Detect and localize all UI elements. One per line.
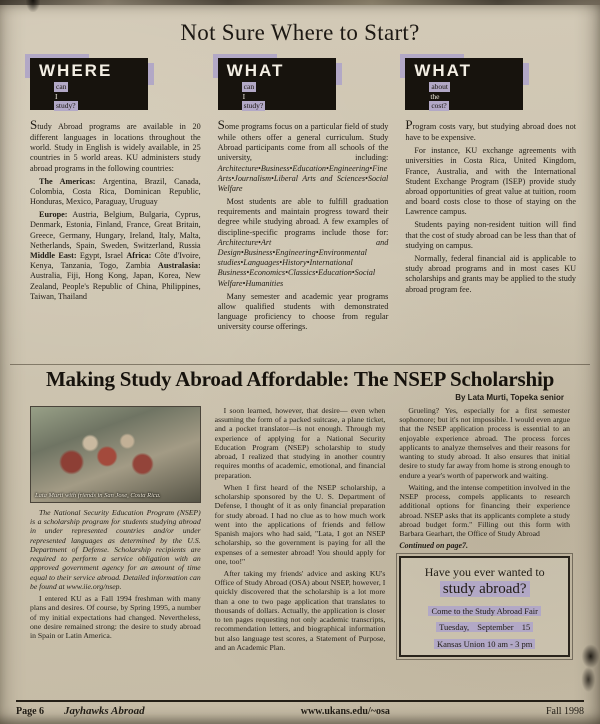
where-paragraph-1: Study Abroad programs are available in 20 different languages in locations throughout the world. Study in English is widely available, in 25 countries in 5 world areas. KU administers study abroad programs in the following countries:: [30, 117, 201, 173]
ad-line-5: Kansas Union 10 am - 3 pm: [406, 639, 563, 649]
what-sub-can: can: [243, 82, 255, 91]
where-word: WHERE: [39, 61, 113, 80]
cost-sub-cost: cost?: [431, 101, 447, 110]
what-word: WHAT: [414, 61, 473, 80]
footer-page-number: Page 6: [16, 706, 45, 717]
ad-line-2: study abroad?: [406, 580, 563, 598]
feature-article: [10, 364, 590, 657]
ad-line-1: Have you ever wanted to: [424, 564, 545, 579]
where-sub-i: I: [55, 91, 58, 101]
what-word: WHAT: [226, 61, 285, 80]
article-columns: [30, 406, 570, 657]
cost-body: [405, 117, 576, 295]
photo-caption: Lata Murti with friends in San Jose, Costa Rica.: [35, 492, 161, 500]
footer-issue: Fall 1998: [545, 706, 584, 717]
continued-notice: Continued on page7.: [399, 541, 469, 551]
torn-paper-edge: [0, 0, 600, 5]
what-study-paragraph-2: Most students are able to fulfill graduation requirements and maintain progress toward their degree while studying abroad. A few examples of discipline-specific programs include those for: Architecture•Art and Design•Business•Engineering•Environmental studies•Languages•History•International Business•Economics•Classics•Education•Social Welfare•Humanities: [217, 197, 389, 288]
ink-smudge: [571, 640, 599, 698]
where-paragraph-americas: The Americas: Argentina, Brazil, Canada, Colombia, Costa Rica, Dominican Republic, Honduras, Mexico, Paraguay, Uruguay: [30, 176, 201, 207]
where-sub-study: study?: [56, 101, 76, 110]
article-right-paragraph-1: Grueling? Yes, especially for a first semester sophomore; but it's not impossible. I would even argue that the NSEP application process is essential to an enjoyable experience abroad. The process forces applicants to analyze themselves and their reasons for wanting to study abroad. It also ensures that initial desire to study far away from home is strong enough to endure a year's worth of paperwork and waiting.: [399, 406, 571, 480]
cost-paragraph-2: For instance, KU exchange agreements with universities in Costa Rica, United Kingdom, France, Australia, and with the International Student Exchange Program (ISEP) provide study abroad opportunities of great value at tuition, room and board costs close to those of staying on the Lawrence campus.: [405, 146, 577, 217]
section-title: Not Sure Where to Start?: [180, 20, 420, 45]
article-col-right: [399, 406, 570, 657]
cost-paragraph-1: Program costs vary, but studying abroad does not have to be expensive.: [405, 117, 577, 143]
where-subwords: [54, 82, 148, 111]
what-study-paragraph-1: Some programs focus on a particular field of study while others offer a general curriculum. Study Abroad participants come from all schools of the university, including: Architecture•Business•Education•Engineering•Fine Arts•Journalism•Liberal Arts and Sciences•Social Welfare: [217, 117, 389, 193]
cost-paragraph-4: Normally, federal financial aid is applicable to study abroad programs and in most cases KU scholarships and grants may be applied to the study abroad program fee.: [405, 254, 577, 294]
article-photo: [30, 406, 201, 503]
article-middle-paragraph-2: When I first heard of the NSEP scholarship, a scholarship sponsored by the U. S. Department of Defense, I thought of it as only financial preparation for study abroad. I had no clue as to how much work went into the applications of friends and fellow Spanish majors who had said, "Lata, I got an NSEP scholarship, so the government is paying for all the expenses of a semester abroad! You should apply for one, too!": [214, 482, 386, 566]
cost-subwords: [429, 82, 523, 111]
what-study-paragraph-3: Many semester and academic year programs allow qualified students with demonstrated language proficiency to choose from regular university course offerings.: [217, 291, 389, 332]
page-footer: [16, 700, 584, 717]
footer-url: www.ukans.edu/~osa: [300, 706, 390, 717]
what-study-body: [218, 117, 389, 332]
nsep-intro-note: [30, 508, 201, 591]
cost-header-box: [405, 58, 523, 110]
article-byline: By Lata Murti, Topeka senior: [455, 393, 564, 402]
article-middle-paragraph-1: I soon learned, however, that desire— even when assuming the form of a packed suitcase, a plane ticket, and a pocket translator—is not enough. Through my experience of applying for a National Security Education Program (NSEP) scholarship to study abroad, I realized that studying in another country requires months of academic, emotional, and financial preparation.: [214, 406, 386, 480]
ad-line-4: Tuesday, September 15: [406, 622, 563, 632]
what-study-subwords: [242, 82, 336, 111]
column-where: [30, 58, 201, 335]
study-abroad-fair-ad: [399, 556, 570, 657]
where-body: [30, 117, 201, 302]
ad-line-3: Come to the Study Abroad Fair: [406, 606, 563, 616]
column-cost: [405, 58, 576, 335]
article-middle-paragraph-3: After taking my friends' advice and asking KU's Office of Study Abroad (OSA) about NSEP, however, I quickly discovered that the scholarship is a lot more than a one to two page application that translates to thousands of dollars. Actually, the application is closer to ten pages requesting not only academic transcripts, recommendation letters, and biographical information but also language test scores, a Statement of Purpose, and an Academic Plan.: [214, 568, 386, 652]
what-study-header-box: [218, 58, 336, 110]
scan-artifact: [26, 0, 40, 12]
footer-publication-name: Jayhawks Abroad: [64, 705, 145, 717]
where-paragraph-regions: Europe: Austria, Belgium, Bulgaria, Cyprus, Denmark, Estonia, Finland, France, Great Britain, Greece, Germany, Hungary, Ireland, Italy, Malta, Netherlands, Spain, Sweden, Switzerland, Russia Middle East: Egypt, Israel Africa: Côte d'Ivoire, Kenya, Tanzania, Togo, Zambia Australasia: Australia, Fiji, Hong Kong, Japan, Korea, New Zealand, People's Republic of China, Philippines, Taiwan, Thailand: [30, 210, 201, 301]
article-col-left: [30, 406, 201, 657]
cost-paragraph-3: Students paying non-resident tuition will find that the cost of study abroad can be less than that of studying on campus.: [405, 220, 577, 250]
article-headline: Making Study Abroad Affordable: The NSEP Scholarship: [45, 367, 555, 391]
where-sub-can: can: [56, 82, 67, 91]
column-what-study: [218, 58, 389, 335]
nsep-intro-paragraph: The National Security Education Program (NSEP) is a scholarship program for students studying abroad in under represented countries and/or under represented languages as determined by the U.S. Department of Defense. Scholarship recipients are required to perform a service obligation with an approved government agency for an amount of time equal to their service abroad. Detailed information can be found at www.iie.org/nsep.: [30, 508, 201, 591]
cost-sub-about: about: [431, 82, 449, 91]
what-sub-i: I: [242, 91, 246, 101]
top-info-columns: [30, 58, 576, 335]
article-col-middle: [215, 406, 386, 657]
what-sub-study: study?: [243, 101, 264, 110]
cost-sub-the: the: [430, 91, 440, 101]
article-left-paragraph-1: I entered KU as a Fall 1994 freshman with many plans and desires. Of course, by Spring 1995, a number of my initial expectations had changed. Nevertheless, one desire remained strong: the desire to study abroad in Spain or Latin America.: [30, 594, 201, 641]
where-header-box: [30, 58, 148, 110]
article-right-paragraph-2: Waiting, and the intense competition involved in the NSEP process, compels applicants to research additional options for financing their experience abroad. NSEP asks that its applicants complete a study abroad budget form." Filling out this form with Barbara Gearhart, the Office of Study Abroad: [399, 482, 571, 539]
